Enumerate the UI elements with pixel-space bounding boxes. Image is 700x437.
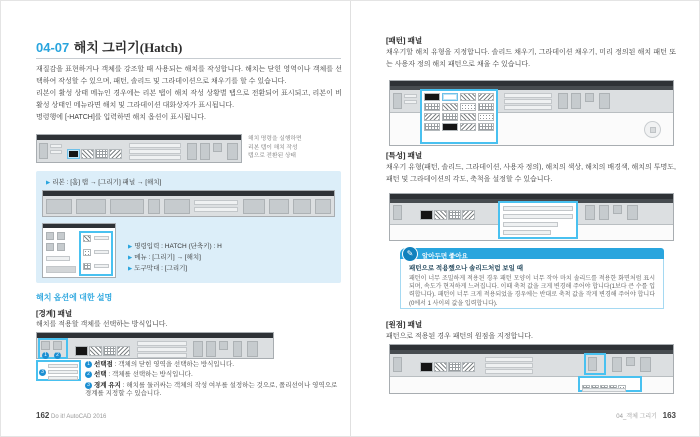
- tip-title: 패턴으로 적용했으나 솔리드처럼 보일 때: [409, 265, 523, 272]
- options-panel-icon: [599, 205, 609, 220]
- panel-label-bar: [46, 256, 70, 261]
- pick-points-icon: [41, 341, 50, 350]
- hatch-item-label: [94, 236, 109, 240]
- bullet-select: [85, 371, 341, 380]
- arc-tool-icon: [57, 243, 65, 251]
- ribbon-path-text: 리본 : [홈] 탭 → [그리기] 패널 → [해치]: [52, 179, 162, 186]
- hatch-pattern-swatch: [67, 149, 80, 159]
- ribbon-tool-icon: [585, 93, 594, 102]
- tip-icon-glyph: ✎: [406, 249, 414, 258]
- ribbon-titlebar: [37, 135, 241, 140]
- hatch-pattern-swatch: [478, 103, 494, 111]
- ribbon-tool-icon: [213, 143, 222, 152]
- set-origin-icon: [588, 357, 597, 371]
- navigation-wheel: [644, 121, 661, 138]
- bullet-desc: : 객체의 닫힌 영역을 선택하는 방식입니다.: [112, 361, 235, 368]
- hatch-color-dropdown: [137, 347, 187, 352]
- hatch-pattern-swatch: [420, 210, 433, 220]
- hatch-pattern-swatch: [442, 123, 458, 131]
- book-title: Do it! AutoCAD 2016: [51, 414, 107, 420]
- arrow-marker-icon: ▶: [46, 180, 51, 186]
- ribbon-tool-icon: [613, 205, 622, 214]
- bullet-number-badge: 3: [85, 382, 92, 389]
- close-hatch-icon: [247, 341, 258, 357]
- hatch-type-dropdown: [129, 143, 181, 148]
- bullet-number-badge: 2: [85, 371, 92, 378]
- section-title: 해치 그리기(Hatch): [73, 40, 183, 55]
- boundary-swatch: [83, 263, 91, 270]
- boundary-bullet-list: [85, 361, 341, 401]
- hatch-pattern-swatch: [95, 149, 108, 159]
- hatch-pattern-swatch: [434, 210, 447, 220]
- ribbon-control: [404, 94, 417, 98]
- ribbon-tool-icon: [626, 357, 635, 366]
- pattern-panel-heading: [패턴] 패널: [386, 36, 423, 45]
- hatch-pattern-swatch: [109, 149, 122, 159]
- screenshot-origin-panel: [389, 344, 674, 394]
- screenshot-home-ribbon: [42, 190, 335, 217]
- hatch-color-dropdown: [504, 99, 552, 104]
- section-number: 04-07: [36, 40, 70, 55]
- pattern-gallery-highlight: [420, 89, 498, 144]
- origin-panel-icon: [585, 205, 595, 220]
- bullet-desc: : 해치를 둘러싸는 객체의 작성 여부를 설정하는 것으로, 폴리선이나 영역으로 경계를 지정할 수 있습니다.: [85, 381, 338, 398]
- ribbon-path-line: [46, 177, 161, 186]
- hatch-pattern-swatch: [424, 113, 440, 121]
- pattern-swatch-strip: [420, 206, 476, 224]
- page-title: [36, 37, 182, 57]
- hatch-pattern-swatch: [420, 362, 433, 372]
- utilities-panel-icons: [315, 199, 331, 214]
- hatch-swatch: [83, 235, 91, 242]
- pattern-swatch-strip: [420, 358, 476, 376]
- origin-panel-icon: [187, 143, 197, 160]
- hatch-color-row: [503, 214, 573, 219]
- arrow-marker-icon: ▶: [128, 244, 133, 250]
- hatch-pattern-swatch: [478, 93, 494, 101]
- transparency-row: [503, 230, 551, 235]
- arrow-marker-icon: ▶: [128, 255, 133, 261]
- line-tool-icon: [46, 232, 54, 240]
- intro-line-3: 명령행에 [-HATCH]를 입력하면 해치 옵션이 표시됩니다.: [36, 114, 206, 122]
- hatch-scale-field: [137, 353, 187, 358]
- layer-panel-icons: [164, 199, 190, 214]
- navigation-wheel-center: [650, 127, 656, 133]
- callout-2: 2: [54, 352, 61, 359]
- pattern-swatch-strip: [67, 145, 123, 163]
- ribbon-titlebar: [43, 191, 334, 196]
- dropdown-row: [48, 364, 78, 368]
- page-left: [1, 1, 350, 437]
- screenshot-properties-panel: [389, 193, 674, 241]
- origin-option-label: [582, 388, 626, 392]
- command-input-line: [128, 241, 222, 250]
- hatch-pattern-swatch: [434, 362, 447, 372]
- pattern-gallery-grid: [424, 93, 494, 140]
- tip-text: 패턴이 너무 조밀하게 적용된 경우 패턴 모양이 너무 작아 마치 솔리드를 적용한 화면처럼 표시되며, 속도가 현저하게 느려집니다. 이때 축척 값을 크게 변경해 주어야 합니다(1보다 큰 수를 입력합니다). 패턴이 너무 크게 적용되었을 경우에는 반대로 축척 값을 작게 변경해 주어야 합니다(0에서 1 사이의 값을 입력합니다).: [409, 275, 655, 307]
- origin-options-dropdown: [578, 376, 642, 392]
- ribbon-control: [50, 150, 62, 154]
- intro-line-1: 재질감을 표현하거나 객체를 강조할 때 사용되는 해치를 작성합니다. 해치는 닫힌 영역이나 객체를 선택하여 작성할 수 있으며, 패턴, 솔리드 및 그라데이션으로 채우기를 할 수 있습니다.: [36, 66, 342, 86]
- dropdown-row: [48, 370, 78, 374]
- bullet-label: 경계 유지: [94, 381, 121, 389]
- ribbon-tool-icon: [219, 341, 228, 350]
- properties-panel-heading: [특성] 패널: [386, 151, 423, 160]
- close-hatch-icon: [599, 93, 610, 109]
- bullet-pick-points: [85, 361, 341, 370]
- intro-paragraphs: [36, 64, 342, 124]
- layer-dropdown: [194, 200, 238, 205]
- options-panel-icon: [206, 341, 216, 357]
- pattern-panel-desc: 채우기할 해치 유형을 지정합니다. 솔리드 채우기, 그라데이션 채우기, 미리 정의된 해치 패턴 또는 사용자 정의 해치 패턴으로 채울 수 있습니다.: [386, 49, 676, 68]
- hatch-pattern-swatch: [103, 346, 116, 356]
- block-panel-icons: [243, 199, 265, 214]
- tip-body: [400, 259, 664, 309]
- hatch-pattern-swatch: [462, 210, 475, 220]
- ribbon-caption: 해치 명령을 실행하면 리본 탭이 해치 작성 탭으로 전환된 상태: [248, 136, 302, 160]
- annotation-panel-icons: [110, 199, 144, 214]
- hatch-color-dropdown: [129, 149, 181, 154]
- hatch-pattern-swatch: [460, 113, 476, 121]
- origin-panel-icon: [558, 93, 568, 109]
- toolbar-path-line: [128, 263, 187, 272]
- properties-dropdown-highlight: [498, 201, 578, 239]
- tip-icon: [402, 246, 418, 262]
- hatch-pattern-swatch: [460, 93, 476, 101]
- hatch-pattern-swatch: [75, 346, 88, 356]
- footer-right: [386, 411, 676, 420]
- polyline-tool-icon: [57, 232, 65, 240]
- hatch-pattern-swatch: [478, 123, 494, 131]
- ribbon-tool-icon: [233, 341, 242, 357]
- menu-path-line: [128, 252, 201, 261]
- boundary-panel-icon: [393, 357, 402, 372]
- pattern-swatch-strip: [75, 342, 131, 360]
- options-heading: 해치 옵션에 대한 설명: [36, 293, 113, 302]
- properties-panel-desc: 채우기 유형(패턴, 솔리드, 그라데이션, 사용자 정의), 해치의 색상, 해치의 배경색, 해치의 투명도, 패턴 및 그라데이션의 각도, 축척을 설정할 수 있습니다.: [386, 164, 676, 183]
- boundary-panel-icon: [393, 93, 402, 109]
- hatch-pattern-swatch: [424, 123, 440, 131]
- hatch-pattern-swatch: [442, 113, 458, 121]
- properties-panel-icons: [269, 199, 289, 214]
- circle-tool-icon: [46, 243, 54, 251]
- bullet-desc: : 객체를 선택하는 방식입니다.: [106, 371, 193, 379]
- hatch-pattern-swatch: [460, 103, 476, 111]
- hatch-pattern-swatch: [460, 123, 476, 131]
- dropdown-row: [48, 376, 78, 380]
- ribbon-control: [50, 144, 62, 148]
- hatch-pattern-swatch: [448, 362, 461, 372]
- hatch-flyout-highlight: [79, 231, 113, 276]
- hatch-pattern-swatch: [478, 113, 494, 121]
- boundary-item-icon: [83, 263, 91, 270]
- page-number: 162: [36, 411, 50, 420]
- hatch-type-dropdown: [485, 357, 533, 362]
- arrow-marker-icon: ▶: [128, 266, 133, 272]
- command-input-text: 명령입력 : HATCH (단축키) : H: [134, 243, 222, 250]
- hatch-pattern-swatch: [442, 103, 458, 111]
- color-dropdown: [194, 207, 238, 212]
- callout-1: 1: [42, 352, 49, 359]
- boundary-panel-heading: [경계] 패널: [36, 309, 73, 318]
- options-panel-icon: [200, 143, 210, 160]
- boundary-item-label: [94, 264, 109, 268]
- text-tool-icon: [148, 199, 160, 214]
- background-color-row: [503, 222, 558, 227]
- options-panel-icon: [612, 357, 622, 372]
- bullet-retain-boundary: [85, 382, 341, 400]
- close-hatch-icon: [627, 205, 638, 220]
- modify-panel-icons: [76, 199, 106, 214]
- origin-panel-heading: [원점] 패널: [386, 320, 423, 329]
- hatch-type-row: [503, 206, 573, 211]
- callout-3: 3: [39, 369, 46, 376]
- hatch-type-dropdown: [137, 341, 187, 346]
- bullet-number-badge: 1: [85, 361, 92, 368]
- group-panel-icons: [293, 199, 311, 214]
- title-divider: [36, 58, 341, 59]
- ribbon-titlebar: [37, 333, 273, 338]
- chapter-title: 04_객체 그리기: [616, 414, 657, 420]
- draw-panel-icons: [46, 199, 72, 214]
- menu-path-text: 메뉴 : [그리기] → [해치]: [134, 254, 201, 261]
- page-number: 163: [662, 411, 676, 420]
- hatch-pattern-swatch: [81, 149, 94, 159]
- hatch-pattern-swatch: [448, 210, 461, 220]
- window-menubar: [390, 350, 673, 354]
- hatch-color-dropdown: [485, 363, 533, 368]
- select-objects-icon: [53, 341, 62, 350]
- hatch-pattern-swatch: [424, 93, 440, 101]
- screenshot-draw-panel-flyout: [42, 223, 116, 278]
- toolbar-path-text: 도구막대 : [그리기]: [134, 265, 188, 272]
- command-line-bar: [46, 266, 76, 273]
- boundary-panel-icon: [393, 205, 402, 220]
- hatch-item-icon: [83, 235, 91, 242]
- hatch-scale-field: [485, 369, 533, 374]
- hatch-type-dropdown: [504, 93, 552, 98]
- hatch-scale-field: [504, 105, 552, 110]
- gradient-item-label: [94, 250, 109, 254]
- origin-panel-desc: 패턴으로 적용된 경우 패턴의 원점을 지정합니다.: [386, 333, 533, 340]
- tip-box: [400, 248, 664, 309]
- screenshot-hatch-creation-ribbon: [36, 134, 242, 163]
- gradient-item-icon: [83, 249, 91, 256]
- command-reference-box: [36, 171, 341, 283]
- ribbon-control: [404, 100, 417, 104]
- hatch-pattern-swatch: [117, 346, 130, 356]
- boundary-panel-icon: [39, 143, 48, 159]
- screenshot-pattern-panel: [389, 80, 674, 146]
- bullet-label: 선택점: [94, 361, 113, 368]
- hatch-pattern-swatch: [462, 362, 475, 372]
- screenshot-boundary-panel: [36, 332, 274, 359]
- boundary-retain-dropdown: [36, 360, 81, 381]
- gradient-swatch: [83, 249, 91, 256]
- intro-line-2: 리본이 활성 상태 메뉴인 경우에는 리본 탭이 해치 작성 상황별 탭으로 전환되어 표시되고, 리본이 비활성 상태인 메뉴라면 해치 및 그라데이션 대화상자가 표시됩니다.: [36, 90, 342, 110]
- hatch-pattern-swatch: [89, 346, 102, 356]
- bullet-label: 선택: [94, 371, 107, 379]
- options-panel-icon: [571, 93, 581, 109]
- footer-left: [36, 411, 106, 420]
- hatch-pattern-swatch: [424, 103, 440, 111]
- hatch-pattern-swatch: [442, 93, 458, 101]
- tip-header-label: 알아두면 좋아요: [422, 252, 468, 260]
- close-hatch-icon: [227, 143, 238, 160]
- hatch-scale-field: [129, 155, 181, 160]
- close-hatch-icon: [640, 357, 651, 372]
- page-right: [351, 1, 700, 437]
- boundary-panel-desc: 해치를 적용할 객체를 선택하는 방식입니다.: [36, 321, 168, 328]
- origin-panel-icon: [193, 341, 203, 357]
- panel-titlebar: [43, 224, 115, 228]
